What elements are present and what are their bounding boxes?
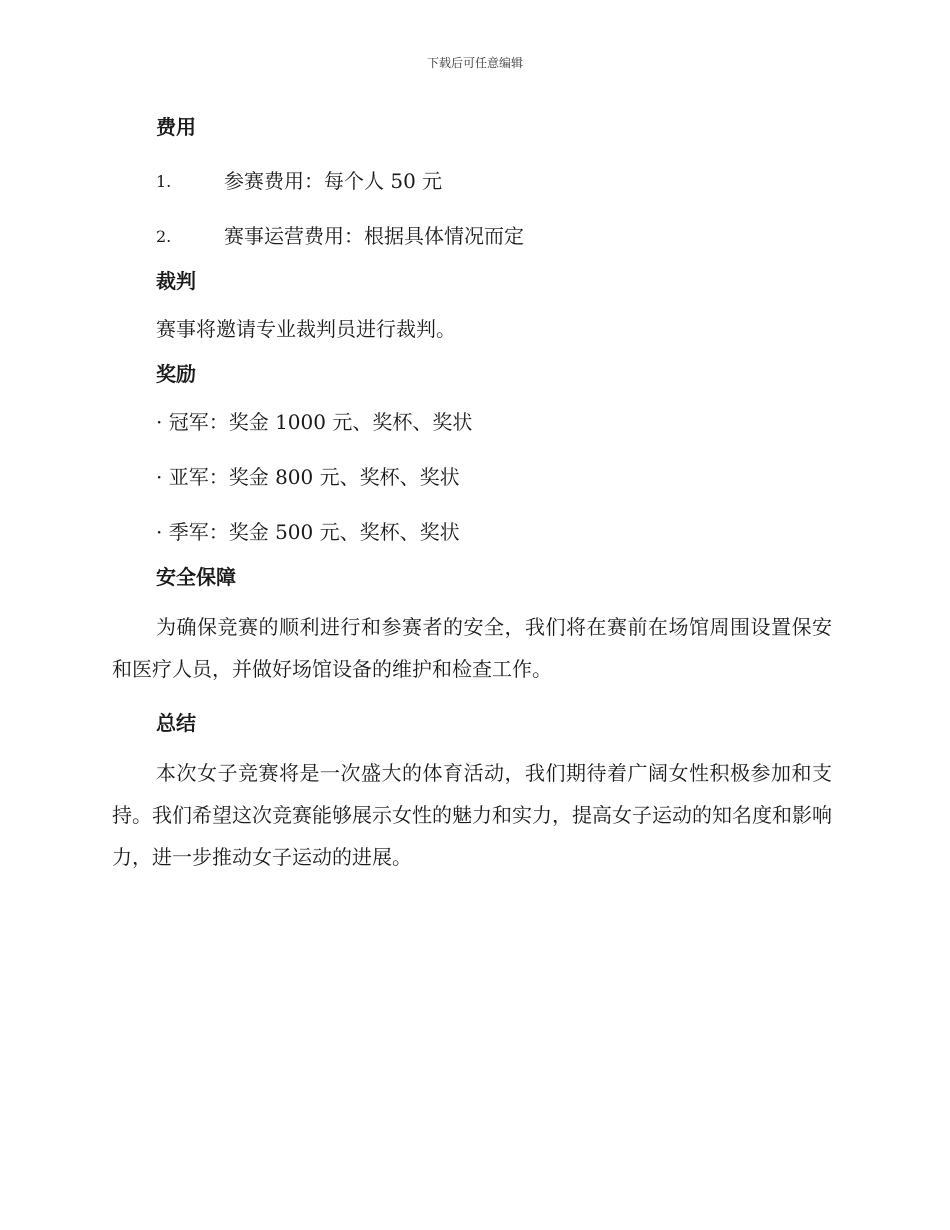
safety-paragraph: 为确保竞赛的顺利进行和参赛者的安全，我们将在赛前在场馆周围设置保安和医疗人员，并做好场馆设备的维护和检查工作。 (112, 615, 832, 681)
referee-text: 赛事将邀请专业裁判员进行裁判。 (156, 317, 456, 341)
item-text: 参赛费用：每个人 50 元 (224, 169, 443, 193)
document-content (112, 110, 832, 878)
reward-item-runner-up: · 亚军：奖金 800 元、奖杯、奖状 (156, 465, 460, 489)
numbered-item (112, 209, 832, 264)
item-text: 赛事运营费用：根据具体情况而定 (224, 224, 524, 248)
section-heading-safety: 安全保障 (156, 565, 236, 589)
section-heading-referee: 裁判 (156, 269, 196, 293)
item-number: 1. (156, 172, 172, 191)
section-heading-summary: 总结 (156, 711, 196, 735)
reward-item-champion: · 冠军：奖金 1000 元、奖杯、奖状 (156, 410, 473, 434)
numbered-item (112, 154, 832, 209)
section-heading-fees: 费用 (156, 115, 196, 139)
section-heading-rewards: 奖励 (156, 362, 196, 386)
summary-paragraph: 本次女子竞赛将是一次盛大的体育活动，我们期待着广阔女性积极参加和支持。我们希望这次竞赛能够展示女性的魅力和实力，提高女子运动的知名度和影响力，进一步推动女子运动的进展。 (112, 761, 832, 869)
item-number: 2. (156, 227, 172, 246)
reward-item-third: · 季军：奖金 500 元、奖杯、奖状 (156, 520, 460, 544)
header-note: 下载后可任意编辑 (426, 56, 523, 70)
